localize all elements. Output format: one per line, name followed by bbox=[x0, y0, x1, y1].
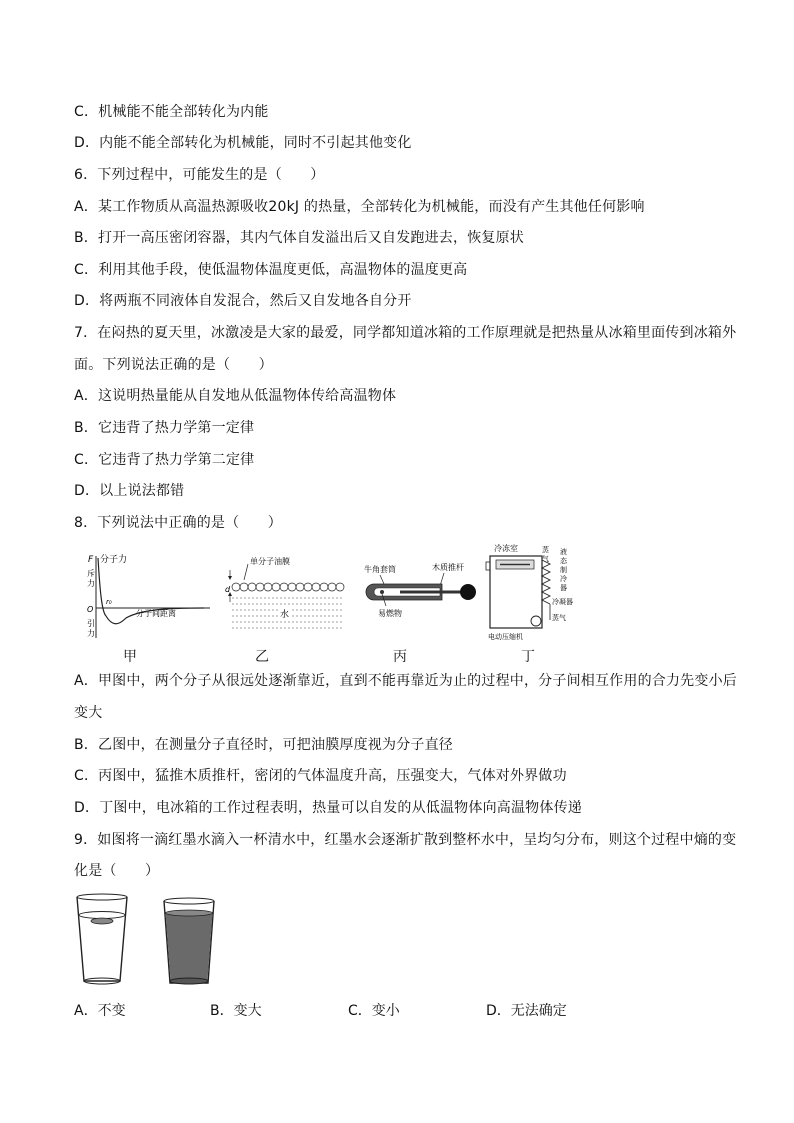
q6-option-c: C．利用其他手段，使低温物体温度更低，高温物体的温度更高 bbox=[74, 262, 468, 278]
label-liquid-5: 器 bbox=[560, 584, 567, 592]
label-vapor-top-2: 气 bbox=[542, 555, 549, 563]
label-d: d bbox=[225, 585, 231, 594]
figure-bing-label: 丙 bbox=[393, 649, 407, 665]
q8-option-a-line2: 变大 bbox=[74, 705, 103, 721]
label-water: 水 bbox=[280, 610, 290, 620]
figure-ding-refrigerator bbox=[478, 542, 598, 642]
figure-yi-oil-film bbox=[222, 552, 347, 642]
option-d-prev: D．内能不能全部转化为机械能，同时不引起其他变化 bbox=[74, 135, 412, 151]
q7-option-d: D．以上说法都错 bbox=[74, 483, 185, 499]
label-freezer: 冷冻室 bbox=[494, 544, 518, 553]
glasses-illustration bbox=[74, 893, 234, 985]
label-attraction-2: 力 bbox=[87, 629, 95, 638]
label-compressor: 电动压缩机 bbox=[488, 633, 523, 641]
question-8: 8．下列说法中正确的是（ ） bbox=[74, 515, 282, 531]
label-f-axis: F bbox=[88, 555, 94, 565]
q9-options bbox=[0, 1001, 794, 1023]
figure-ding-label: 丁 bbox=[521, 649, 535, 665]
label-repulsion-2: 力 bbox=[87, 579, 95, 588]
label-liquid-1: 液 bbox=[560, 548, 567, 556]
label-wooden-rod: 木质推杆 bbox=[432, 563, 464, 572]
label-molecular-force: 分子力 bbox=[100, 555, 128, 565]
question-7-line1: 7．在闷热的夏天里，冰激凌是大家的最爱，同学都知道冰箱的工作原理就是把热量从冰箱里面传到冰箱外 bbox=[74, 325, 737, 341]
label-liquid-3: 制 bbox=[560, 566, 567, 574]
q8-option-a-line1: A．甲图中，两个分子从很远处逐渐靠近，直到不能再靠近为止的过程中，分子间相互作用的合力先变小后 bbox=[74, 673, 737, 689]
q9-option-d: D．无法确定 bbox=[486, 1003, 567, 1019]
q8-option-b: B．乙图中，在测量分子直径时，可把油膜厚度视为分子直径 bbox=[74, 737, 454, 753]
label-origin: O bbox=[87, 605, 94, 614]
clear-water-glass bbox=[77, 894, 127, 984]
question-9-line1: 9．如图将一滴红墨水滴入一杯清水中，红墨水会逐渐扩散到整杯水中，呈均匀分布，则这个过程中熵的变 bbox=[74, 832, 737, 848]
q8-option-c: C．丙图中，猛推木质推杆，密闭的气体温度升高，压强变大，气体对外界做功 bbox=[74, 768, 567, 784]
label-monolayer-film: 单分子油膜 bbox=[250, 557, 290, 566]
figure-yi-label: 乙 bbox=[255, 649, 269, 665]
q9-option-a: A．不变 bbox=[74, 1003, 126, 1019]
label-horn-sleeve: 牛角套筒 bbox=[364, 565, 396, 574]
q9-glasses-figure bbox=[74, 893, 234, 985]
question-7-line2: 面。下列说法正确的是（ ） bbox=[74, 357, 273, 373]
label-r0: r₀ bbox=[106, 598, 112, 606]
label-liquid-2: 态 bbox=[560, 557, 567, 565]
figure-bing-fire-piston bbox=[360, 552, 485, 642]
q9-option-b: B．变大 bbox=[210, 1003, 262, 1019]
q6-option-a: A．某工作物质从高温热源吸收20kJ 的热量，全部转化为机械能，而没有产生其他任何影响 bbox=[74, 199, 645, 215]
q7-option-c: C．它违背了热力学第二定律 bbox=[74, 452, 255, 468]
figure-jia-force-curve bbox=[84, 552, 214, 642]
q8-option-d: D．丁图中，电冰箱的工作过程表明，热量可以自发的从低温物体向高温物体传递 bbox=[74, 800, 582, 816]
question-6: 6．下列过程中，可能发生的是（ ） bbox=[74, 167, 325, 183]
label-intermolecular-distance: 分子间距离 bbox=[136, 609, 176, 618]
figure-jia-label: 甲 bbox=[123, 649, 137, 665]
question-9-line2: 化是（ ） bbox=[74, 863, 160, 879]
q6-option-d: D．将两瓶不同液体自发混合，然后又自发地各自分开 bbox=[74, 293, 412, 309]
label-flammable: 易燃物 bbox=[378, 609, 402, 618]
q8-figures bbox=[70, 546, 710, 666]
option-c-prev: C．机械能不能全部转化为内能 bbox=[74, 104, 269, 120]
label-attraction-1: 引 bbox=[87, 619, 95, 628]
diffused-ink-glass bbox=[164, 898, 214, 984]
q7-option-a: A．这说明热量能从自发地从低温物体传给高温物体 bbox=[74, 388, 397, 404]
q6-option-b: B．打开一高压密闭容器，其内气体自发溢出后又自发跑进去，恢复原状 bbox=[74, 230, 525, 246]
label-liquid-4: 冷 bbox=[560, 575, 567, 583]
label-repulsion-1: 斥 bbox=[87, 569, 95, 578]
q9-option-c: C．变小 bbox=[348, 1003, 400, 1019]
label-condenser: 冷凝器 bbox=[552, 598, 573, 606]
label-vapor-bottom: 蒸气 bbox=[552, 614, 566, 622]
q7-option-b: B．它违背了热力学第一定律 bbox=[74, 420, 255, 436]
label-vapor-top-1: 蒸 bbox=[542, 546, 549, 554]
